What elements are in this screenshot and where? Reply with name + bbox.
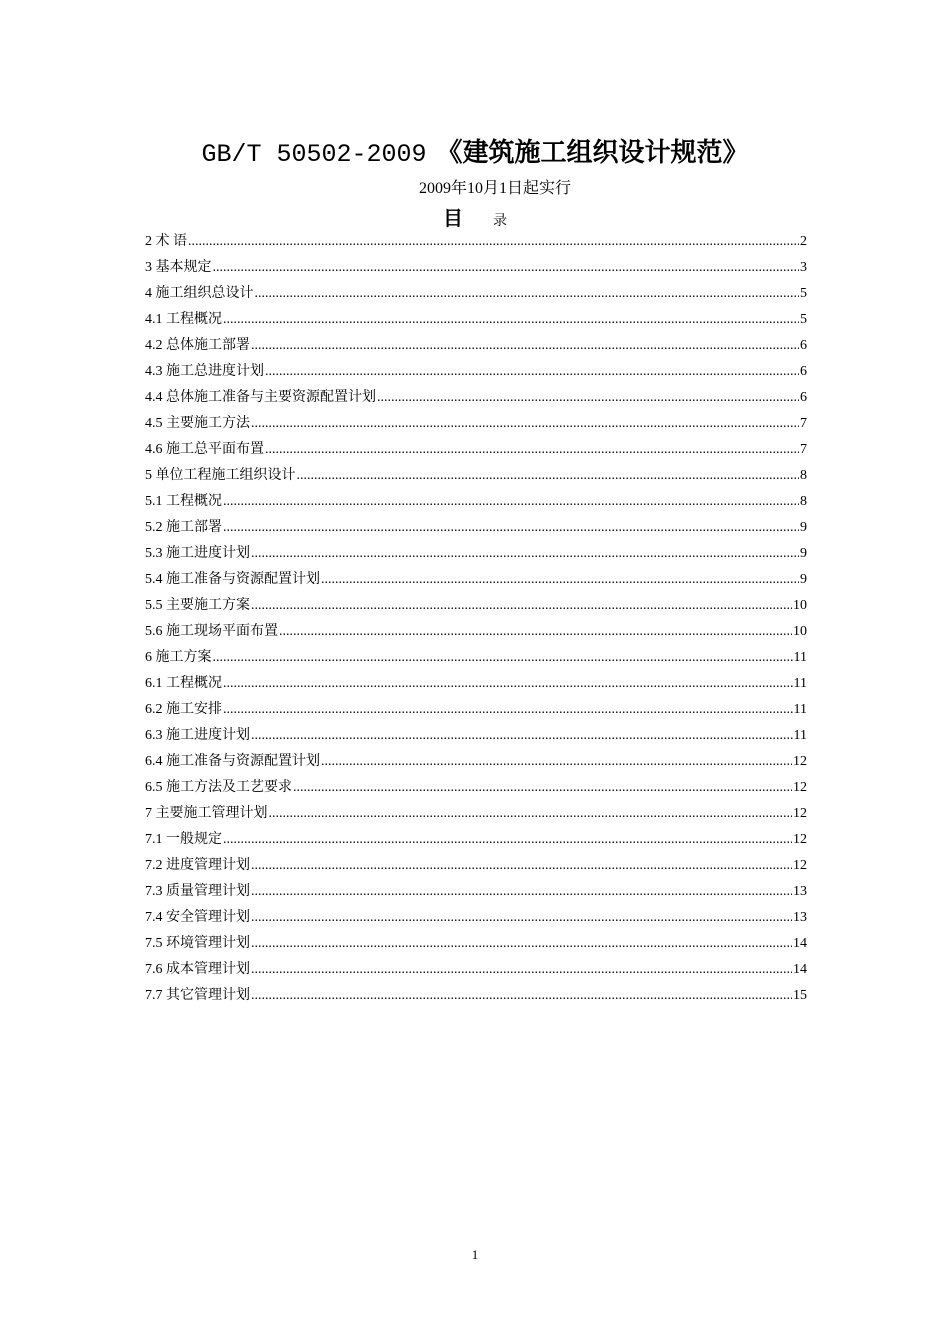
toc-entry-page: 12 [793,832,807,847]
toc-entry-page: 12 [793,858,807,873]
toc-heading-sub: 录 [493,214,507,229]
toc-entry-label: 6 施工方案 [145,650,212,665]
toc-entry[interactable] [145,957,807,983]
toc-entry-label: 4 施工组织总设计 [145,286,254,301]
toc-entry-page: 6 [800,338,807,353]
toc-entry-page: 6 [800,364,807,379]
toc-dot-leader [279,619,792,645]
toc-entry-label: 6.3 施工进度计划 [145,728,250,743]
toc-entry[interactable] [145,697,807,723]
toc-entry[interactable] [145,333,807,359]
toc-entry-label: 7.2 进度管理计划 [145,858,250,873]
toc-dot-leader [251,931,792,957]
toc-entry[interactable] [145,489,807,515]
toc-entry-label: 4.1 工程概况 [145,312,222,327]
toc-entry[interactable] [145,645,807,671]
toc-entry-page: 14 [793,936,807,951]
toc-entry-page: 15 [793,988,807,1003]
toc-dot-leader [251,983,792,1009]
toc-entry[interactable] [145,827,807,853]
standard-name: 《建筑施工组织设计规范》 [436,138,749,168]
toc-entry-page: 9 [800,520,807,535]
toc-entry-label: 5 单位工程施工组织设计 [145,468,296,483]
toc-entry[interactable] [145,229,807,255]
toc-entry[interactable] [145,255,807,281]
toc-dot-leader [321,567,799,593]
toc-entry-label: 5.1 工程概况 [145,494,222,509]
toc-entry[interactable] [145,411,807,437]
toc-dot-leader [251,541,799,567]
toc-dot-leader [251,593,792,619]
toc-entry[interactable] [145,463,807,489]
toc-entry-label: 4.5 主要施工方法 [145,416,250,431]
toc-entry-page: 11 [793,728,807,743]
toc-entry-label: 7.6 成本管理计划 [145,962,250,977]
toc-entry-page: 11 [793,650,807,665]
toc-entry-label: 4.4 总体施工准备与主要资源配置计划 [145,390,376,405]
toc-entry[interactable] [145,801,807,827]
toc-entry-label: 7.4 安全管理计划 [145,910,250,925]
toc-entry-label: 7.3 质量管理计划 [145,884,250,899]
effective-date: 2009年10月1日起实行 [418,180,571,197]
toc-entry-label: 5.2 施工部署 [145,520,222,535]
toc-entry-page: 7 [800,416,807,431]
toc-entry[interactable] [145,385,807,411]
toc-dot-leader [213,255,800,281]
toc-dot-leader [223,307,799,333]
toc-entry-label: 6.2 施工安排 [145,702,222,717]
toc-entry[interactable] [145,437,807,463]
toc-entry[interactable] [145,281,807,307]
toc-entry[interactable] [145,983,807,1009]
toc-entry[interactable] [145,619,807,645]
toc-dot-leader [251,333,799,359]
toc-entry-label: 7.5 环境管理计划 [145,936,250,951]
toc-entry-label: 2 术 语 [145,234,187,249]
toc-entry[interactable] [145,359,807,385]
toc-entry-page: 11 [793,676,807,691]
toc-entry-label: 5.3 施工进度计划 [145,546,250,561]
toc-entry-label: 4.3 施工总进度计划 [145,364,264,379]
toc-dot-leader [265,437,799,463]
document-title [0,133,950,175]
toc-entry[interactable] [145,853,807,879]
toc-dot-leader [255,281,800,307]
toc-dot-leader [223,515,799,541]
toc-entry-label: 6.4 施工准备与资源配置计划 [145,754,320,769]
standard-code: GB/T 50502-2009 [201,140,427,169]
table-of-contents [145,229,807,1009]
toc-entry-page: 9 [800,546,807,561]
toc-entry-page: 9 [800,572,807,587]
toc-dot-leader [297,463,800,489]
toc-dot-leader [321,749,792,775]
toc-entry[interactable] [145,749,807,775]
toc-entry-label: 6.1 工程概况 [145,676,222,691]
toc-entry-label: 4.2 总体施工部署 [145,338,250,353]
toc-dot-leader [265,359,799,385]
toc-entry-page: 2 [800,234,807,249]
toc-entry-page: 7 [800,442,807,457]
toc-entry-page: 8 [800,494,807,509]
toc-entry-page: 12 [793,780,807,795]
toc-dot-leader [223,489,799,515]
toc-entry-page: 12 [793,754,807,769]
toc-entry-page: 10 [793,624,807,639]
toc-entry[interactable] [145,307,807,333]
toc-dot-leader [251,853,792,879]
toc-entry[interactable] [145,567,807,593]
toc-entry-label: 7.7 其它管理计划 [145,988,250,1003]
toc-entry[interactable] [145,775,807,801]
toc-entry-page: 3 [800,260,807,275]
toc-dot-leader [188,229,799,255]
toc-entry-label: 5.6 施工现场平面布置 [145,624,278,639]
toc-dot-leader [223,671,793,697]
toc-entry-page: 12 [793,806,807,821]
toc-dot-leader [251,411,799,437]
toc-entry[interactable] [145,593,807,619]
toc-dot-leader [377,385,799,411]
toc-heading-main: 目 [443,206,463,230]
toc-entry-label: 5.5 主要施工方案 [145,598,250,613]
toc-dot-leader [251,723,793,749]
toc-entry[interactable] [145,541,807,567]
toc-entry-label: 7 主要施工管理计划 [145,806,268,821]
toc-entry-page: 11 [793,702,807,717]
toc-entry-page: 13 [793,884,807,899]
toc-dot-leader [223,697,793,723]
toc-entry-page: 13 [793,910,807,925]
toc-entry[interactable] [145,515,807,541]
toc-dot-leader [251,957,792,983]
toc-entry-label: 4.6 施工总平面布置 [145,442,264,457]
toc-entry[interactable] [145,879,807,905]
toc-entry-label: 6.5 施工方法及工艺要求 [145,780,292,795]
toc-entry-label: 7.1 一般规定 [145,832,222,847]
toc-entry-page: 5 [800,312,807,327]
toc-entry[interactable] [145,905,807,931]
toc-dot-leader [269,801,793,827]
toc-entry-label: 5.4 施工准备与资源配置计划 [145,572,320,587]
page-number: 1 [471,1247,479,1262]
toc-dot-leader [223,827,792,853]
toc-entry[interactable] [145,931,807,957]
toc-entry[interactable] [145,671,807,697]
toc-dot-leader [251,905,792,931]
toc-entry-page: 14 [793,962,807,977]
toc-dot-leader [213,645,793,671]
toc-dot-leader [251,879,792,905]
toc-entry-label: 3 基本规定 [145,260,212,275]
toc-entry[interactable] [145,723,807,749]
toc-dot-leader [293,775,792,801]
toc-entry-page: 8 [800,468,807,483]
toc-entry-page: 10 [793,598,807,613]
toc-entry-page: 6 [800,390,807,405]
toc-entry-page: 5 [800,286,807,301]
